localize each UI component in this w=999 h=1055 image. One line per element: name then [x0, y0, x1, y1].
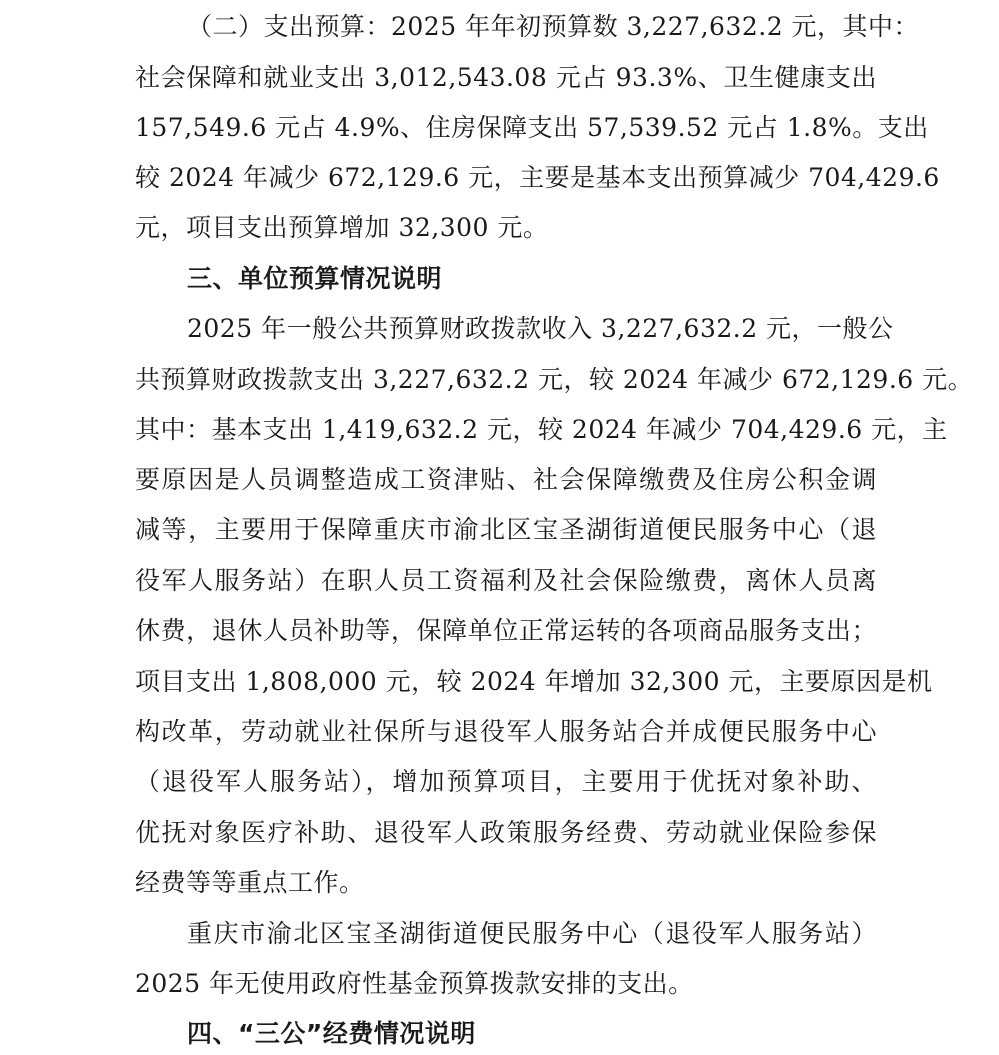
paragraph-line: 元，项目支出预算增加 32,300 元。: [135, 213, 549, 242]
paragraph-line: 157,549.6 元占 4.9%、住房保障支出 57,539.52 元占 1.8%。支出: [135, 113, 929, 142]
paragraph-line: 重庆市渝北区宝圣湖街道便民服务中心（退役军人服务站）: [187, 919, 877, 948]
paragraph-line: 要原因是人员调整造成工资津贴、社会保障缴费及住房公积金调: [135, 465, 877, 494]
paragraph-line: 役军人服务站）在职人员工资福利及社会保险缴费，离休人员离: [135, 566, 877, 595]
paragraph-line: 共预算财政拨款支出 3,227,632.2 元，较 2024 年减少 672,129.6 元。: [135, 365, 974, 394]
paragraph-line: 2025 年无使用政府性基金预算拨款安排的支出。: [135, 969, 694, 998]
section-heading: 三、单位预算情况说明: [187, 264, 443, 293]
paragraph-line: （二）支出预算：2025 年年初预算数 3,227,632.2 元，其中：: [187, 12, 920, 41]
paragraph-line: （退役军人服务站），增加预算项目，主要用于优抚对象补助、: [135, 767, 877, 796]
paragraph-line: 优抚对象医疗补助、退役军人政策服务经费、劳动就业保险参保: [135, 818, 877, 847]
paragraph-line: 2025 年一般公共预算财政拨款收入 3,227,632.2 元，一般公: [187, 314, 894, 343]
paragraph-line: 其中：基本支出 1,419,632.2 元，较 2024 年减少 704,429.6 元，主: [135, 415, 948, 444]
paragraph-line: 经费等等重点工作。: [135, 868, 365, 897]
paragraph-line: 较 2024 年减少 672,129.6 元，主要是基本支出预算减少 704,429.6: [135, 163, 940, 192]
paragraph-line: 项目支出 1,808,000 元，较 2024 年增加 32,300 元，主要原因是机: [135, 667, 933, 696]
paragraph-line: 减等，主要用于保障重庆市渝北区宝圣湖街道便民服务中心（退: [135, 515, 877, 544]
paragraph-line: 社会保障和就业支出 3,012,543.08 元占 93.3%、卫生健康支出: [135, 63, 877, 92]
paragraph-line: 构改革，劳动就业社保所与退役军人服务站合并成便民服务中心: [135, 717, 877, 746]
section-heading: 四、“三公”经费情况说明: [187, 1019, 476, 1048]
paragraph-line: 休费，退休人员补助等，保障单位正常运转的各项商品服务支出；: [135, 616, 877, 645]
